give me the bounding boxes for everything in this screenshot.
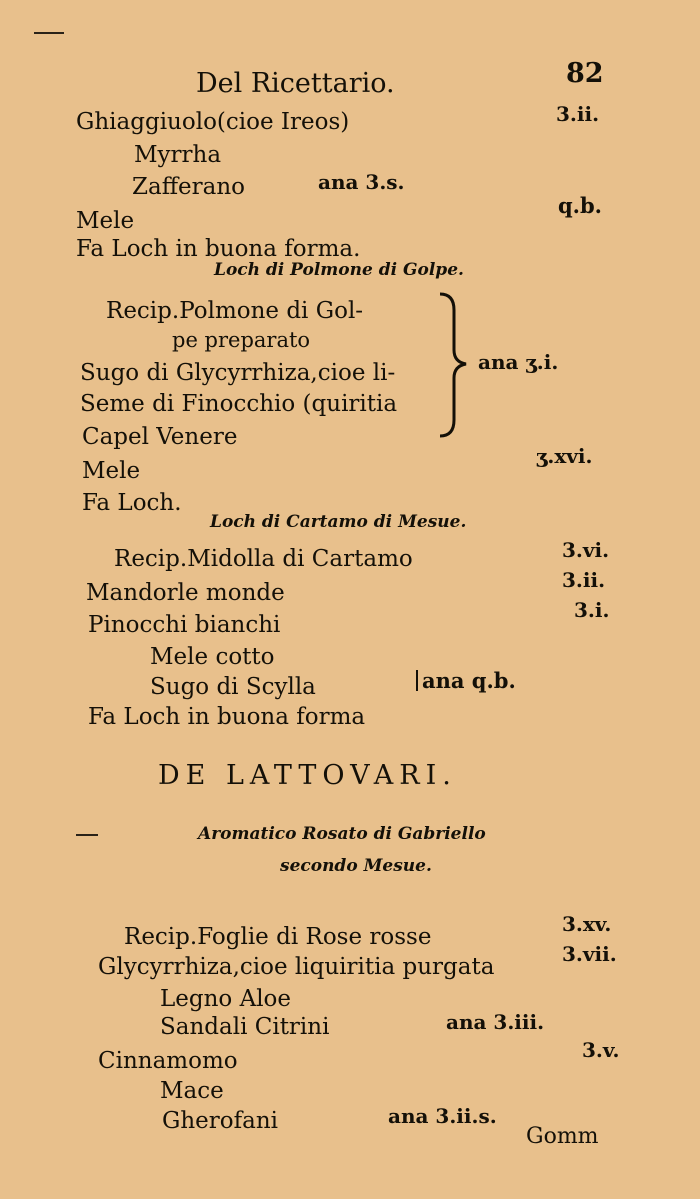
page-title: Del Ricettario. <box>196 68 395 99</box>
recipe-line: Pinocchi bianchi <box>88 612 281 638</box>
recipe-heading: Loch di Polmone di Golpe. <box>214 260 464 280</box>
recipe-line: Sugo di Glycyrrhiza,cioe li- <box>80 360 396 386</box>
recipe-line: Mele cotto <box>150 644 275 670</box>
recipe-heading: secondo Mesue. <box>280 856 432 876</box>
recipe-heading: Aromatico Rosato di Gabriello <box>198 824 486 844</box>
recipe-line: Mace <box>160 1078 224 1104</box>
quantity: q.b. <box>558 193 602 218</box>
quantity: ana 3.ii.s. <box>388 1104 497 1128</box>
quantity: 3.vii. <box>562 942 617 966</box>
recipe-line: Ghiaggiuolo(cioe Ireos) <box>76 109 350 135</box>
recipe-line: Seme di Finocchio (quiritia <box>80 391 398 417</box>
recipe-heading: Loch di Cartamo di Mesue. <box>210 512 467 532</box>
recipe-line: Mele <box>76 208 135 234</box>
recipe-line: Gherofani <box>162 1108 279 1134</box>
quantity: 3.ii. <box>562 568 606 592</box>
recipe-line: Myrrha <box>134 142 222 168</box>
quantity: 3.i. <box>574 598 610 622</box>
recipe-line: Legno Aloe <box>160 986 292 1012</box>
quantity: 3.vi. <box>562 538 610 562</box>
recipe-line: Sugo di Scylla <box>150 674 316 700</box>
quantity: ana 3.iii. <box>446 1010 545 1034</box>
corner-mark <box>34 32 64 34</box>
recipe-line: Glycyrrhiza,cioe liquiritia purgata <box>98 954 495 980</box>
recipe-line: Zafferano <box>132 174 246 200</box>
recipe-line: pe preparato <box>172 328 311 352</box>
recipe-line: Cinnamomo <box>98 1048 238 1074</box>
recipe-line: Sandali Citrini <box>160 1014 330 1040</box>
recipe-line: Mandorle monde <box>86 580 285 606</box>
recipe-line: Recip.Foglie di Rose rosse <box>124 924 432 950</box>
brace-icon <box>436 290 482 440</box>
recipe-line: Fa Loch. <box>82 490 182 516</box>
recipe-line: Fa Loch in buona forma. <box>76 236 361 262</box>
quantity: 3.v. <box>582 1038 620 1062</box>
recipe-line: Mele <box>82 458 141 484</box>
quantity: 3.xv. <box>562 912 612 936</box>
margin-mark <box>76 834 98 836</box>
recipe-line: Recip.Midolla di Cartamo <box>114 546 413 572</box>
page-number: 82 <box>566 58 604 89</box>
quantity: ana ʒ.i. <box>478 350 559 374</box>
catchword: Gomm <box>526 1124 599 1149</box>
quantity: ana q.b. <box>416 670 516 691</box>
section-title: DE LATTOVARI. <box>158 760 457 791</box>
recipe-line: Fa Loch in buona forma <box>88 704 366 730</box>
quantity: ʒ.xvi. <box>536 444 593 468</box>
recipe-line: Recip.Polmone di Gol- <box>106 298 364 324</box>
quantity: 3.ii. <box>556 102 600 126</box>
quantity: ana 3.s. <box>318 170 405 194</box>
recipe-line: Capel Venere <box>82 424 238 450</box>
